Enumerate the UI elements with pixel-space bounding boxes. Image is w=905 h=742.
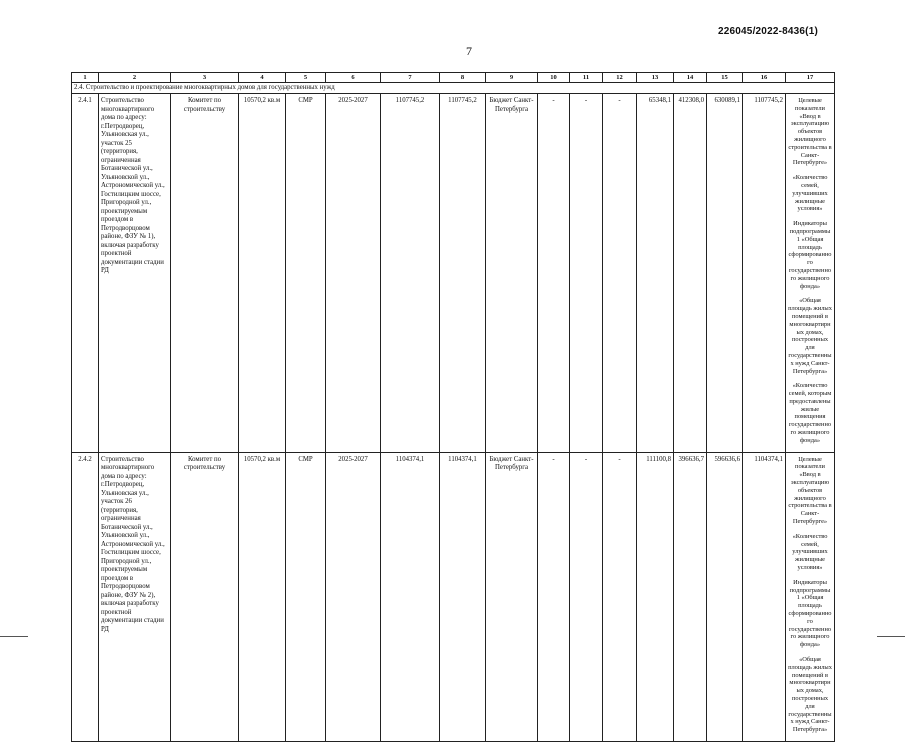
indicators-cell — [786, 452, 835, 741]
object-description: Строительство многоквартирного дома по адресу: г.Петродворец, Ульяновская ул., участок 26 (территория, ограниченная Ботанической ул., Ульяновской ул., Астрономической ул., Гостилицким шоссе, Пригородной ул., проектируемым проездом в Петродворцовом районе, ФЗУ № 2), включая разработку проектной документации стадии РД — [99, 452, 171, 741]
indicator-note: «Количество семей, улучшивших жилищные условия» — [792, 532, 828, 572]
header-cell: 8 — [440, 73, 486, 83]
indicator-note: «Количество семей, улучшивших жилищные условия» — [792, 174, 828, 213]
funding-total: 1104374,1 — [440, 452, 486, 741]
capacity: 10570,2 кв.м — [239, 94, 286, 453]
section-title-row — [72, 83, 835, 94]
funding-source: Бюджет Санкт-Петербурга — [486, 452, 538, 741]
indicator-note: Индикаторы подпрограммы 1 «Общая площадь сформированного государственного жилищного фонда» — [788, 578, 832, 649]
table-row — [72, 94, 835, 453]
work-type: СМР — [286, 452, 326, 741]
document-registration-number: 226045/2022-8436(1) — [718, 26, 818, 37]
value-col12: - — [603, 94, 637, 453]
header-cell: 9 — [486, 73, 538, 83]
indicator-note: «Общая площадь жилых помещений в многоквартирных домах, построенных для государственных нужд Санкт-Петербурга» — [788, 297, 832, 375]
header-cell: 10 — [538, 73, 570, 83]
header-cell: 14 — [674, 73, 707, 83]
value-col11: - — [570, 94, 603, 453]
header-cell: 12 — [603, 73, 637, 83]
executor: Комитет по строительству — [171, 452, 239, 741]
indicator-note: «Общая площадь жилых помещений в многоквартирных домах, построенных для государственных нужд Санкт-Петербурга» — [788, 656, 832, 734]
indicator-note: Целевые показатели «Ввод в эксплуатацию объектов жилищного строительства в Санкт-Петербурге» — [788, 97, 832, 167]
row-number: 2.4.2 — [72, 452, 99, 741]
header-cell: 6 — [326, 73, 381, 83]
row-number: 2.4.1 — [72, 94, 99, 453]
capacity: 10570,2 кв.м — [239, 452, 286, 741]
header-cell: 5 — [286, 73, 326, 83]
work-type: СМР — [286, 94, 326, 453]
executor: Комитет по строительству — [171, 94, 239, 453]
funding-source: Бюджет Санкт-Петербурга — [486, 94, 538, 453]
period: 2025-2027 — [326, 94, 381, 453]
total-cost: 1107745,2 — [381, 94, 440, 453]
indicator-note: «Количество семей, которым предоставлены жилые помещения государственного жилищного фонда» — [788, 382, 832, 444]
header-cell: 17 — [786, 73, 835, 83]
header-cell: 4 — [239, 73, 286, 83]
value-col15: 596636,6 — [707, 452, 743, 741]
period: 2025-2027 — [326, 452, 381, 741]
header-cell: 13 — [637, 73, 674, 83]
value-col10: - — [538, 94, 570, 453]
value-col12: - — [603, 452, 637, 741]
value-col16: 1107745,2 — [743, 94, 786, 453]
value-col16: 1104374,1 — [743, 452, 786, 741]
page-number: 7 — [466, 44, 472, 58]
header-cell: 7 — [381, 73, 440, 83]
funding-total: 1107745,2 — [440, 94, 486, 453]
indicator-note: Индикаторы подпрограммы 1 «Общая площадь сформированного государственного жилищного фонда» — [788, 220, 832, 290]
value-col14: 412308,0 — [674, 94, 707, 453]
table-row — [72, 452, 835, 741]
indicators-cell — [786, 94, 835, 453]
value-col13: 65348,1 — [637, 94, 674, 453]
value-col13: 111100,8 — [637, 452, 674, 741]
value-col10: - — [538, 452, 570, 741]
program-table — [71, 72, 835, 742]
header-cell: 2 — [99, 73, 171, 83]
column-number-header-row — [72, 73, 835, 83]
header-cell: 11 — [570, 73, 603, 83]
header-cell: 1 — [72, 73, 99, 83]
header-cell: 3 — [171, 73, 239, 83]
value-col15: 630089,1 — [707, 94, 743, 453]
value-col11: - — [570, 452, 603, 741]
total-cost: 1104374,1 — [381, 452, 440, 741]
section-title: 2.4. Строительство и проектирование многоквартирных домов для государственных нужд — [72, 83, 835, 94]
header-cell: 15 — [707, 73, 743, 83]
header-cell: 16 — [743, 73, 786, 83]
scan-edge-line — [0, 636, 28, 637]
object-description: Строительство многоквартирного дома по адресу: г.Петродворец, Ульяновская ул., участок 25 (территория, ограниченная Ботанической ул., Ульяновской ул., Астрономической ул., Гостилицким шоссе, Пригородной ул., проектируемым проездом в Петродворцовом районе, ФЗУ № 1), включая разработку проектной документации стадии РД — [99, 94, 171, 453]
scan-edge-line — [877, 636, 905, 637]
indicator-note: Целевые показатели «Ввод в эксплуатацию объектов жилищного строительства в Санкт-Петербурге» — [788, 455, 832, 526]
value-col14: 396636,7 — [674, 452, 707, 741]
